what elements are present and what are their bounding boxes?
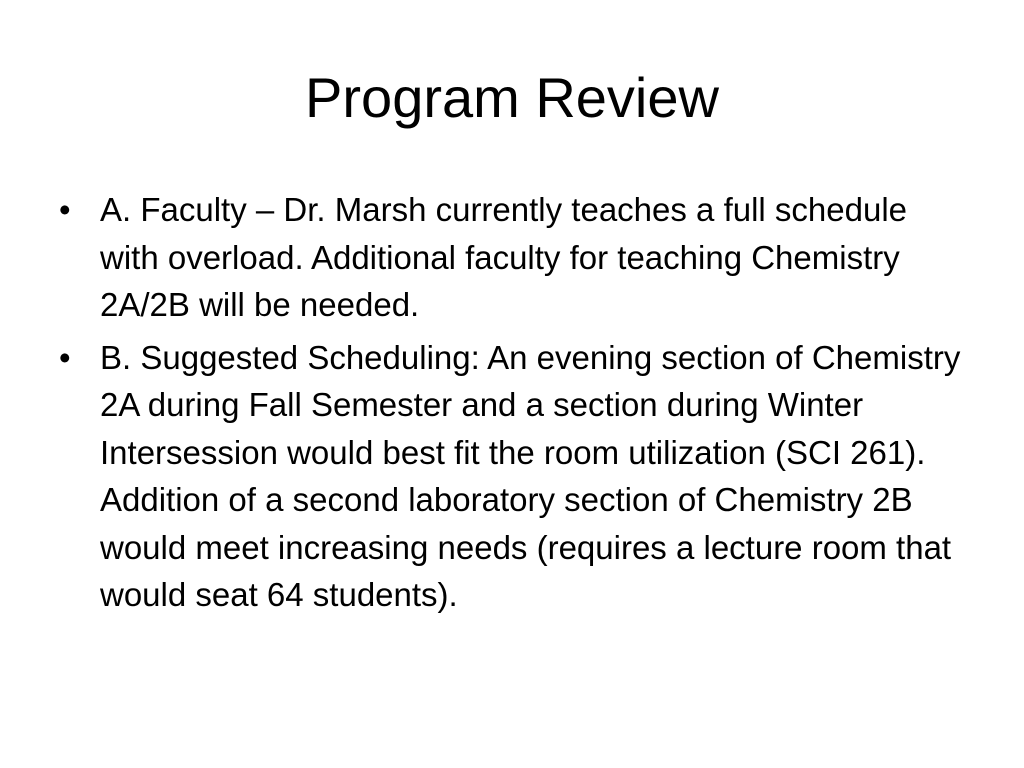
bullet-icon: •	[59, 191, 71, 228]
bullet-list	[56, 186, 966, 624]
bullet-icon: •	[59, 338, 71, 376]
bullet-text-faculty: A. Faculty – Dr. Marsh currently teaches a full schedule with overload. Additional faculty for teaching Chemistry 2A/2B will be needed.	[100, 191, 908, 323]
slide-title: Program Review	[305, 66, 719, 129]
bullet-item-faculty	[56, 186, 966, 329]
bullet-item-scheduling	[56, 334, 966, 619]
bullet-text-scheduling: B. Suggested Scheduling: An evening section of Chemistry 2A during Fall Semester and a section during Winter Intersession would best fit the room utilization (SCI 261). Addition of a second laboratory section of Chemistry 2B would meet increasing needs (requires a lecture room that would seat 64 students).	[100, 338, 961, 613]
